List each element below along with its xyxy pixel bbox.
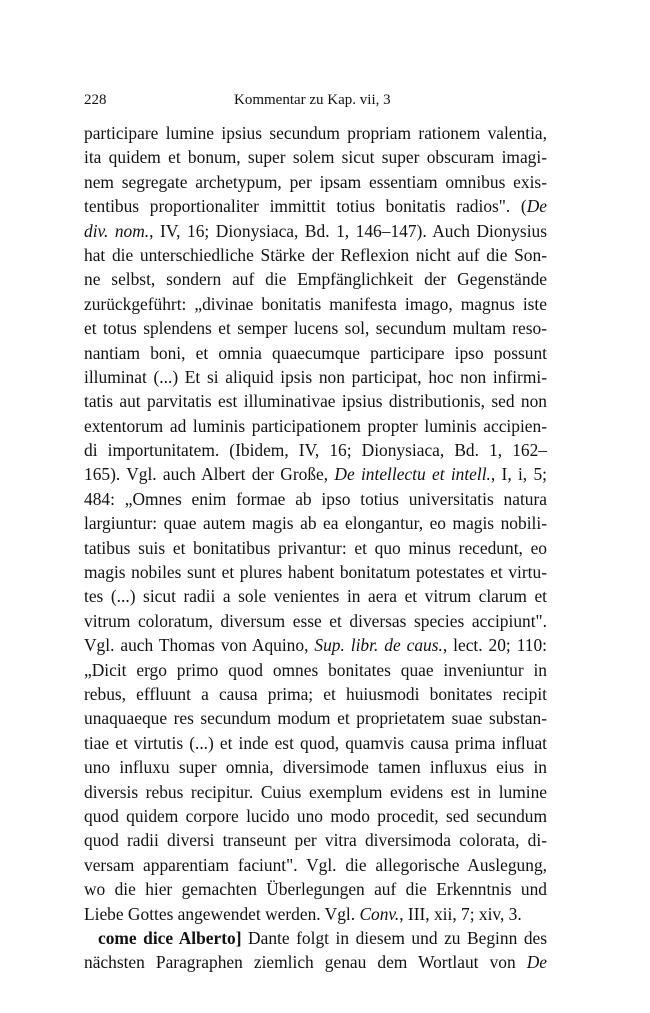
text-segment: vitrum coloratum, diversum esse et diversas species accipiunt". [84, 610, 547, 631]
text-line [84, 316, 547, 340]
text-line [84, 292, 547, 316]
italic-citation: De [526, 952, 547, 973]
text-segment: participare lumine ipsius secundum propriam rationem valentia, [84, 123, 547, 143]
italic-citation: De [526, 196, 547, 217]
italic-citation: div. nom. [84, 220, 150, 241]
text-segment: tentibus proportionaliter immittit totius bonitatis radios". ( [84, 196, 527, 217]
text-segment: quod quidem corpore lucido uno modo procedit, sed secundum [84, 805, 547, 826]
text-line [84, 658, 547, 682]
text-line [84, 438, 547, 462]
text-segment: extentorum ad luminis participationem propter luminis accipien- [84, 415, 547, 436]
text-line [84, 633, 547, 657]
text-line [84, 194, 547, 218]
text-segment: nantiam boni, et omnia quaecumque participare ipso possunt [84, 342, 547, 363]
text-segment: tiae et virtutis (...) et inde est quod, quamvis causa prima influat [84, 732, 547, 753]
lemma-heading: come dice Alberto] [98, 927, 242, 948]
text-segment: di importunitatem. (Ibidem, IV, 16; Dionysiaca, Bd. 1, 162– [84, 440, 547, 461]
text-segment: quod radii diversi transeunt per vitra diversimoda colorata, di- [84, 830, 547, 851]
text-segment: diversis rebus recipitur. Cuius exemplum evidens est in lumine [84, 781, 547, 802]
text-segment: ita quidem et bonum, super solem sicut super obscuram imagi- [84, 147, 547, 168]
text-segment: Dante folgt in diesem und zu Beginn des [241, 927, 548, 948]
text-line [84, 755, 547, 779]
text-line [84, 462, 547, 486]
text-line [84, 853, 547, 877]
italic-citation: De intellectu et intell. [334, 464, 491, 485]
text-segment: tatibus suis et bonitatibus privantur: et quo minus recedunt, eo [84, 537, 547, 558]
text-segment: illuminat (...) Et si aliquid ipsis non participat, hoc non infirmi- [84, 366, 547, 387]
text-line [84, 365, 547, 389]
text-segment: versam apparentiam faciunt". Vgl. die allegorische Auslegung, [84, 854, 547, 875]
text-line [84, 341, 547, 365]
page-header [84, 92, 547, 112]
text-line [84, 902, 547, 926]
text-segment: wo die hier gemachten Überlegungen auf die Erkenntnis und [84, 879, 547, 900]
text-segment: nächsten Paragraphen ziemlich genau dem Wortlaut von [84, 952, 527, 973]
text-segment: largiuntur: quae autem magis ab ea elongantur, eo magis nobili- [84, 513, 547, 534]
text-line [84, 536, 547, 560]
text-segment: uno influxu super omnia, diversimode tamen influxus eius in [84, 757, 547, 778]
text-segment: hat die unterschiedliche Stärke der Reflexion nicht auf die Son- [84, 244, 547, 265]
running-head: Kommentar zu Kap. vii, 3 [234, 92, 391, 108]
text-segment: Vgl. auch Thomas von Aquino, [84, 635, 315, 656]
text-line [84, 389, 547, 413]
text-line [84, 828, 547, 852]
text-segment: , I, i, 5; [490, 464, 547, 485]
page-number: 228 [84, 92, 107, 108]
text-segment: , lect. 20; 110: [442, 635, 547, 656]
text-line [84, 414, 547, 438]
text-segment: 165). Vgl. auch Albert der Große, [84, 464, 335, 485]
text-line [84, 804, 547, 828]
text-segment: Liebe Gottes angewendet werden. Vgl. [84, 903, 360, 924]
text-line [84, 121, 547, 145]
text-line [84, 609, 547, 633]
text-segment: tatis aut parvitatis est illuminativae ipsius distributionis, sed non [84, 391, 547, 412]
text-line [84, 706, 547, 730]
commentary-body-text [84, 121, 547, 975]
text-line [84, 926, 547, 950]
text-segment: magis nobiles sunt et plures habent bonitatum potestates et virtu- [84, 562, 547, 583]
text-line [84, 877, 547, 901]
italic-citation: Sup. libr. de caus. [314, 635, 443, 656]
text-line [84, 145, 547, 169]
text-line [84, 682, 547, 706]
text-line [84, 487, 547, 511]
text-segment: , IV, 16; Dionysiaca, Bd. 1, 146–147). Auch Dionysius [149, 220, 547, 241]
text-line [84, 950, 547, 974]
text-segment: ne selbst, sondern auf die Empfänglichkeit der Gegenstände [84, 269, 547, 290]
text-segment: et totus splendens et semper lucens sol, secundum multam reso- [84, 318, 547, 339]
italic-citation: Conv. [359, 903, 400, 924]
text-line [84, 267, 547, 291]
text-segment: nem segregate archetypum, per ipsam essentiam omnibus exis- [84, 171, 547, 192]
text-line [84, 219, 547, 243]
text-line [84, 243, 547, 267]
text-line [84, 780, 547, 804]
text-segment: 484: „Omnes enim formae ab ipso totius universitatis natura [84, 488, 547, 509]
text-segment: zurückgeführt: „divinae bonitatis manifesta imago, magnus iste [84, 293, 547, 314]
text-segment: rebus, effluunt a causa prima; et huiusmodi bonitates recipit [84, 683, 547, 704]
text-segment: , III, xii, 7; xiv, 3. [399, 903, 522, 924]
text-line [84, 731, 547, 755]
text-segment: unaquaeque res secundum modum et proprietatem suae substan- [84, 708, 547, 729]
text-segment: „Dicit ergo primo quod omnes bonitates quae inveniuntur in [84, 659, 547, 680]
text-line [84, 560, 547, 584]
text-line [84, 511, 547, 535]
text-line [84, 170, 547, 194]
text-segment: tes (...) sicut radii a sole venientes in aera et vitrum clarum et [84, 586, 547, 607]
text-line [84, 584, 547, 608]
